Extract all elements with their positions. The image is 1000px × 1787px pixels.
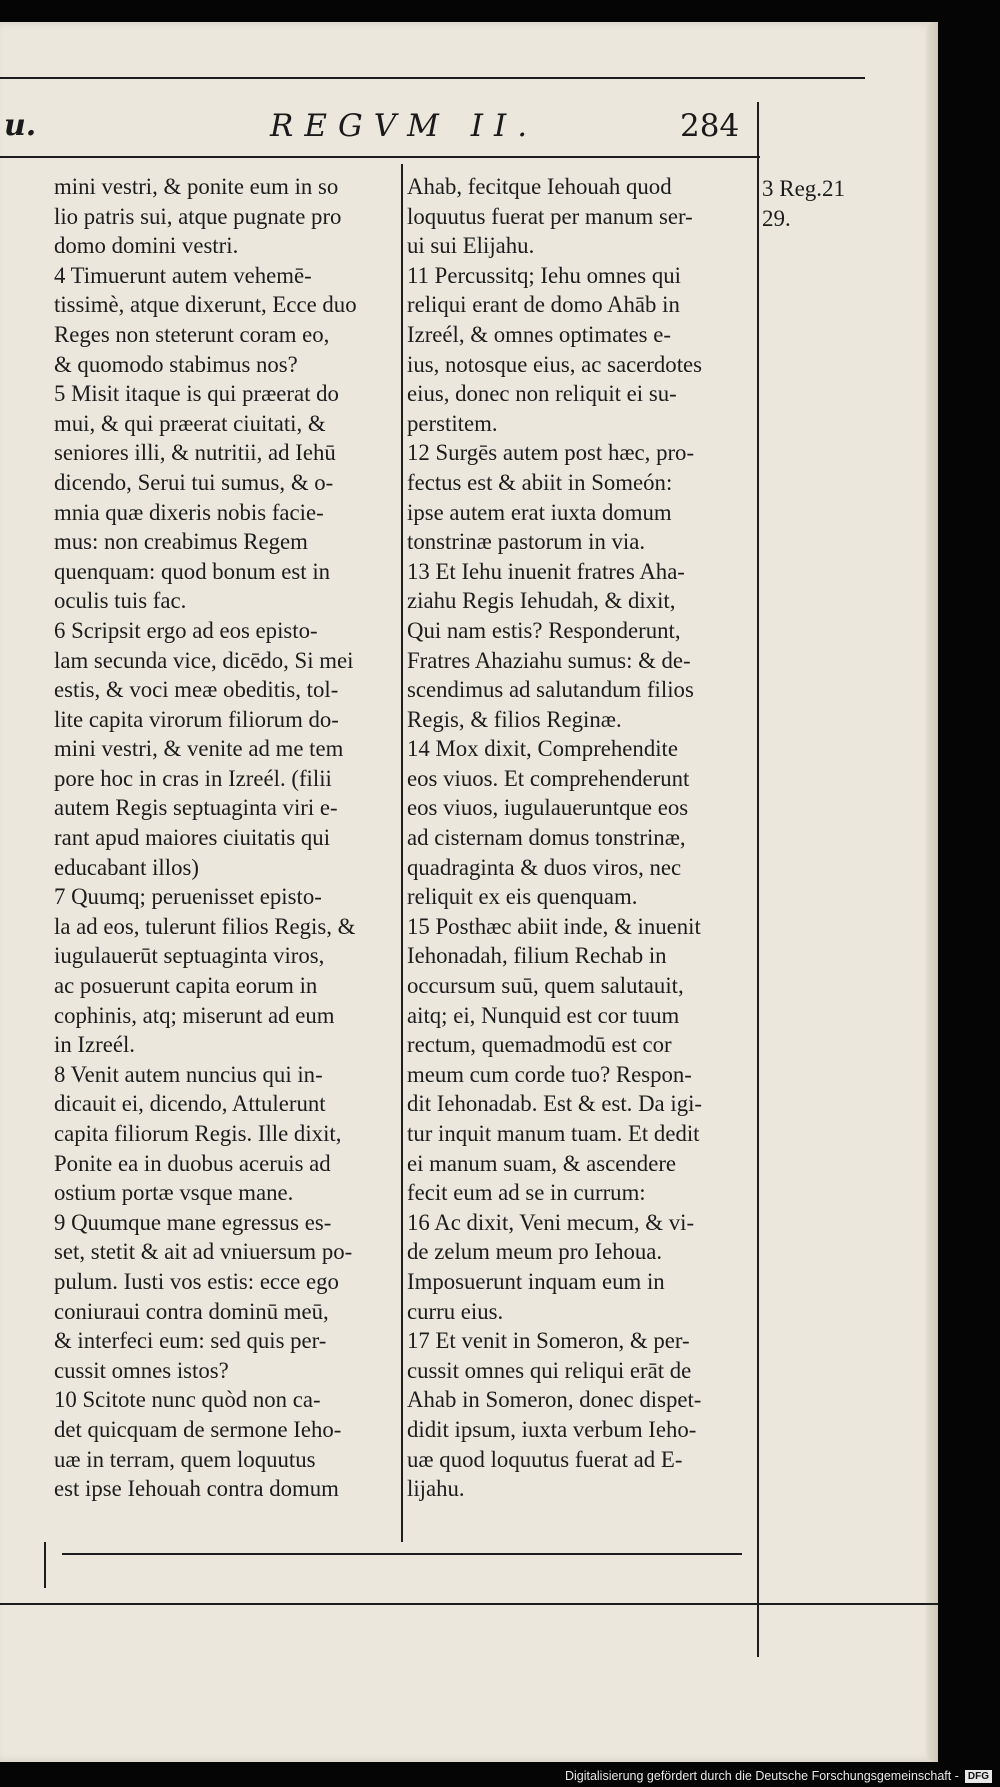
inner-left-rule [44,1542,46,1588]
text-line: in Izreél. [54,1032,136,1058]
text-line: quenquam: quod bonum est in [54,558,331,584]
text-line: iugulauerūt septuaginta viros, [54,943,325,969]
text-line: coniuraui contra dominū meū, [54,1298,329,1324]
text-line: mui, & qui præerat ciuitati, & [54,410,326,436]
text-line: capita filiorum Regis. Ille dixit, [54,1121,342,1146]
text-line: de zelum meum pro Iehoua. [407,1239,663,1265]
text-line: ipse autem erat iuxta domum [407,499,672,525]
text-line: 4 Timuerunt autem vehemē- [54,262,312,288]
text-line: Iehonadah, filium Rechab in [407,943,667,969]
text-line: 11 Percussitq; Iehu omnes qui [407,262,681,288]
text-line: mini vestri, & venite ad me tem [54,736,344,762]
text-line: ostium portæ vsque mane. [54,1180,294,1206]
text-line: 9 Quumque mane egressus es- [54,1209,332,1235]
text-line: eius, donec non reliquit ei su- [407,381,677,407]
text-line: ius, notosque eius, ac sacerdotes [407,351,703,377]
text-line: uæ in terram, quem loquutus [54,1446,316,1472]
text-line: seniores illi, & nutritii, ad Iehū [54,440,336,466]
text-line: Reges non steterunt coram eo, [54,321,330,347]
text-line: meum cum corde tuo? Respon- [407,1061,692,1087]
text-line: cussit omnes qui reliqui erāt de [407,1357,692,1383]
text-line: mini vestri, & ponite eum in so [54,174,339,199]
text-line: 8 Venit autem nuncius qui in- [54,1061,323,1087]
text-line: set, stetit & ait ad vniuersum po- [54,1239,353,1265]
digitization-credit [565,1769,992,1783]
text-line: tonstrinæ pastorum in via. [407,529,646,555]
text-line: det quicquam de sermone Ieho- [54,1416,342,1442]
text-line: & interfeci eum: sed quis per- [54,1328,327,1354]
text-line: scendimus ad salutandum filios [407,677,694,703]
text-line: 10 Scitote nunc quòd non ca- [54,1387,321,1413]
text-line: Qui nam estis? Responderunt, [407,617,681,643]
text-line: perstitem. [407,410,498,436]
dfg-logo-icon: DFG [965,1770,992,1783]
text-line: Ahab, fecitque Iehouah quod [407,174,672,199]
text-line: mnia quæ dixeris nobis facie- [54,499,324,525]
page-number: 284 [680,108,740,144]
top-rule [0,77,865,79]
margin-reference-line: 29. [762,206,791,231]
text-line: Izreél, & omnes optimates e- [407,321,671,347]
text-line: 12 Surgēs autem post hæc, pro- [407,440,695,466]
credit-text: Digitalisierung gefördert durch die Deutsche Forschungsgemeinschaft - [564,1769,959,1783]
text-line: 6 Scripsit ergo ad eos episto- [54,617,318,643]
text-line: estis, & voci meæ obeditis, tol- [54,677,339,703]
text-line: ui sui Elijahu. [407,233,535,259]
text-line: Ahab in Someron, donec dispet- [407,1387,702,1413]
margin-reference [762,174,845,234]
text-line: uæ quod loquutus fuerat ad E- [407,1446,683,1472]
text-line: tissimè, atque dixerunt, Ecce duo [54,292,357,318]
text-line: tur inquit manum tuam. Et dedit [407,1121,700,1146]
text-line: dicendo, Serui tui sumus, & o- [54,469,334,495]
text-line: 17 Et venit in Someron, & per- [407,1328,690,1354]
text-line: lite capita virorum filiorum do- [54,706,339,732]
text-line: educabant illos) [54,854,199,880]
text-line: loquutus fuerat per manum ser- [407,203,693,229]
text-line: cussit omnes istos? [54,1357,229,1383]
header-rule [0,156,760,158]
text-line: 5 Misit itaque is qui præerat do [54,381,339,407]
text-line: pulum. Iusti vos estis: ecce ego [54,1268,339,1294]
bottom-rule [62,1553,742,1555]
page-bottom-rule [0,1603,938,1605]
text-line: ad cisternam domus tonstrinæ, [407,825,686,851]
text-line: rant apud maiores ciuitatis qui [54,825,331,851]
text-line: cophinis, atq; miserunt ad eum [54,1002,335,1028]
text-line: dit Iehonadab. Est & est. Da igi- [407,1091,703,1117]
running-title: REGVM II. [270,108,539,144]
text-line: didit ipsum, iuxta verbum Ieho- [407,1416,697,1442]
text-line: & quomodo stabimus nos? [54,351,298,377]
header-fragment: u. [4,108,37,143]
text-line: Fratres Ahaziahu sumus: & de- [407,647,691,673]
text-line: 7 Quumq; peruenisset episto- [54,884,322,910]
text-line: lijahu. [407,1476,465,1502]
text-line: dicauit ei, dicendo, Attulerunt [54,1091,326,1117]
text-line: lio patris sui, atque pugnate pro [54,203,342,229]
text-line: 15 Posthæc abiit inde, & inuenit [407,913,701,939]
text-line: fectus est & abiit in Someón: [407,469,673,495]
text-line: occursum suū, quem salutauit, [407,973,684,999]
text-line: rectum, quemadmodū est cor [407,1032,672,1058]
text-line: quadraginta & duos viros, nec [407,854,682,880]
text-line: domo domini vestri. [54,233,239,259]
text-line: la ad eos, tulerunt filios Regis, & [54,913,356,939]
text-line: mus: non creabimus Regem [54,529,308,555]
text-line: pore hoc in cras in Izreél. (filii [54,765,332,791]
text-line: Ponite ea in duobus aceruis ad [54,1150,331,1176]
left-text-column [54,172,399,1504]
margin-reference-line: 3 Reg.21 [762,176,846,201]
text-line: oculis tuis fac. [54,588,187,614]
outer-rule [757,102,759,1657]
text-line: lam secunda vice, dicēdo, Si mei [54,647,354,673]
text-line: ei manum suam, & ascendere [407,1150,677,1176]
text-line: 14 Mox dixit, Comprehendite [407,736,679,762]
text-line: reliqui erant de domo Ahāb in [407,292,680,318]
text-line: eos viuos, iugulaueruntque eos [407,795,689,821]
text-line: aitq; ei, Nunquid est cor tuum [407,1002,680,1028]
text-line: eos viuos. Et comprehenderunt [407,765,690,791]
text-line: ziahu Regis Iehudah, & dixit, [407,588,676,614]
text-line: Regis, & filios Reginæ. [407,706,622,732]
text-line: fecit eum ad se in currum: [407,1180,646,1206]
text-line: Imposuerunt inquam eum in [407,1268,665,1294]
book-page [0,22,938,1762]
column-divider [401,164,403,1542]
text-line: ac posuerunt capita eorum in [54,973,318,999]
text-line: autem Regis septuaginta viri e- [54,795,338,821]
text-line: curru eius. [407,1298,504,1324]
text-line: est ipse Iehouah contra domum [54,1476,339,1502]
text-line: 13 Et Iehu inuenit fratres Aha- [407,558,685,584]
right-text-column [407,172,741,1504]
text-line: 16 Ac dixit, Veni mecum, & vi- [407,1209,695,1235]
text-line: reliquit ex eis quenquam. [407,884,638,910]
